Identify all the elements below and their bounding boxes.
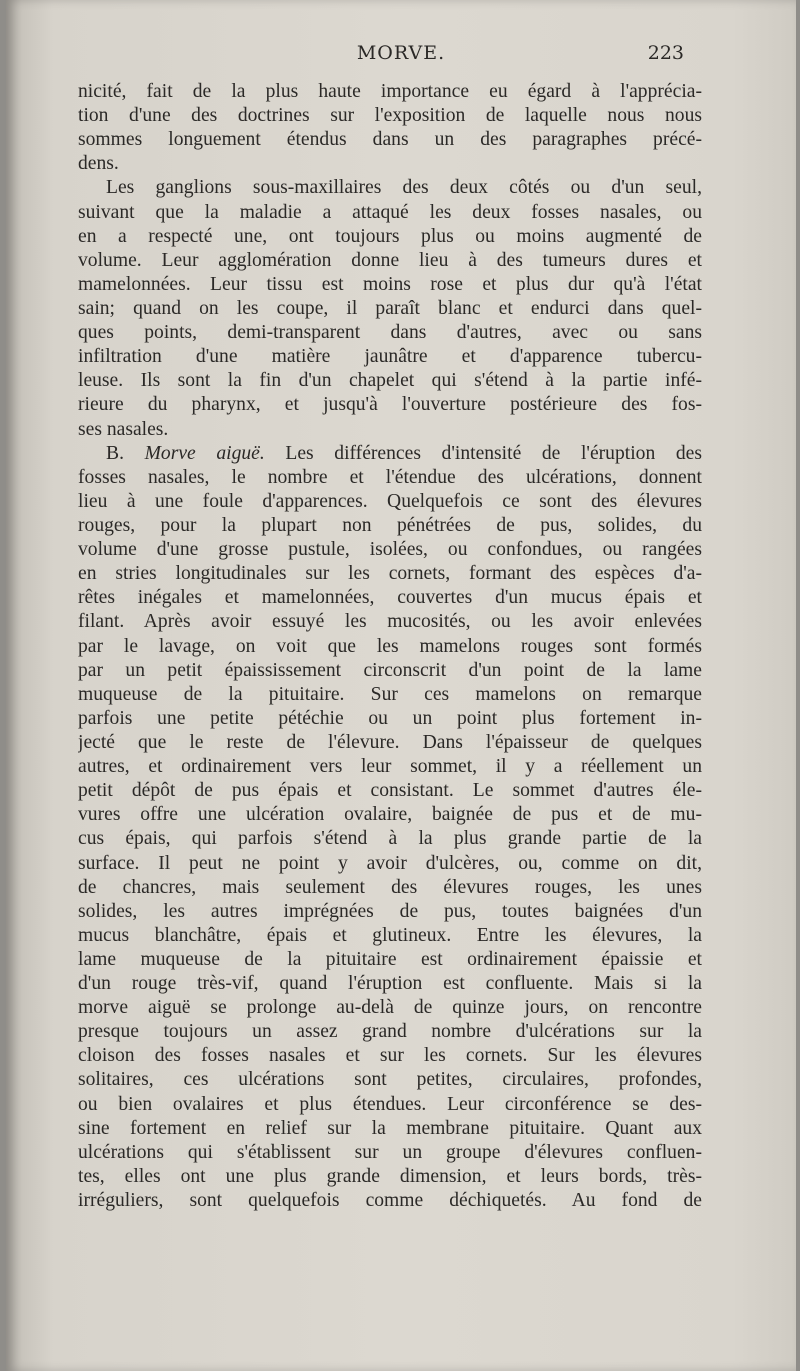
text-line: ques points, demi-transparent dans d'autres, avec ou sans (78, 322, 702, 344)
text-line: lame muqueuse de la pituitaire est ordinairement épaissie et (78, 948, 702, 970)
text-line: filant. Après avoir essuyé les mucosités, ou les avoir enlevées (78, 611, 702, 633)
text-line: en stries longitudinales sur les cornets, formant des espèces d'a- (78, 563, 702, 585)
text-line: morve aiguë se prolonge au-delà de quinze jours, on rencontre (78, 997, 702, 1019)
text-line: rêtes inégales et mamelonnées, couvertes d'un mucus épais et (78, 587, 702, 609)
text-line: volume d'une grosse pustule, isolées, ou confondues, ou rangées (78, 539, 702, 561)
body-text (78, 80, 702, 1213)
text-line: dens. (78, 153, 119, 175)
text-line: par le lavage, on voit que les mamelons rouges sont formés (78, 635, 702, 657)
text-line: par un petit épaississement circonscrit d'un point de la lame (78, 659, 702, 681)
text-line: Les ganglions sous-maxillaires des deux côtés ou d'un seul, (106, 177, 702, 199)
page-number: 223 (647, 42, 684, 64)
text-line: sain; quand on les coupe, il paraît blanc et endurci dans quel- (78, 297, 702, 319)
text-line: autres, et ordinairement vers leur sommet, il y a réellement un (78, 756, 702, 778)
text-line: petit dépôt de pus épais et consistant. Le sommet d'autres éle- (78, 780, 702, 802)
text-line: lieu à une foule d'apparences. Quelquefois ce sont des élevures (78, 490, 702, 512)
text-line: infiltration d'une matière jaunâtre et d'apparence tubercu- (78, 346, 702, 368)
text-line: tion d'une des doctrines sur l'exposition de laquelle nous nous (78, 105, 702, 127)
text-line: presque toujours un assez grand nombre d'ulcérations sur la (78, 1021, 702, 1043)
text-line: volume. Leur agglomération donne lieu à des tumeurs dures et (78, 249, 702, 271)
text-line: rieure du pharynx, et jusqu'à l'ouverture postérieure des fos- (78, 394, 702, 416)
text-line: irréguliers, sont quelquefois comme déchiquetés. Au fond de (78, 1190, 702, 1212)
text-line: vures offre une ulcération ovalaire, baignée de pus et de mu- (78, 804, 702, 826)
text-line: cus épais, qui parfois s'étend à la plus grande partie de la (78, 828, 702, 850)
text-line: en a respecté une, ont toujours plus ou moins augmenté de (78, 225, 702, 247)
text-line: ou bien ovalaires et plus étendues. Leur circonférence se des- (78, 1093, 702, 1115)
text-line: de chancres, mais seulement des élevures rouges, les unes (78, 876, 702, 898)
text-line: surface. Il peut ne point y avoir d'ulcères, ou, comme on dit, (78, 852, 702, 874)
text-line: cloison des fosses nasales et sur les cornets. Sur les élevures (78, 1045, 702, 1067)
text-line: rouges, pour la plupart non pénétrées de pus, solides, du (78, 514, 702, 536)
section-first-line: Les différences d'intensité de l'éruption des (285, 442, 702, 464)
text-line: ulcérations qui s'établissent sur un groupe d'élevures confluen- (78, 1141, 702, 1163)
running-head (6, 42, 796, 72)
text-line: sine fortement en relief sur la membrane pituitaire. Quant aux (78, 1117, 702, 1139)
text-line: d'un rouge très-vif, quand l'éruption est confluente. Mais si la (78, 973, 702, 995)
text-line: fosses nasales, le nombre et l'étendue des ulcérations, donnent (78, 466, 702, 488)
running-title: MORVE. (356, 42, 446, 64)
text-line: suivant que la maladie a attaqué les deux fosses nasales, ou (78, 201, 702, 223)
text-line: solitaires, ces ulcérations sont petites, circulaires, profondes, (78, 1069, 702, 1091)
text-line: tes, elles ont une plus grande dimension, et leurs bords, très- (78, 1165, 702, 1187)
text-line: parfois une petite pétéchie ou un point plus fortement in- (78, 707, 702, 729)
section-title: Morve aiguë. (144, 442, 265, 464)
text-line: mamelonnées. Leur tissu est moins rose et plus dur qu'à l'état (78, 273, 702, 295)
text-line: leuse. Ils sont la fin d'un chapelet qui s'étend à la partie infé- (78, 370, 702, 392)
text-line: solides, les autres imprégnées de pus, toutes baignées d'un (78, 900, 702, 922)
text-line: mucus blanchâtre, épais et glutineux. Entre les élevures, la (78, 924, 702, 946)
text-line: sommes longuement étendus dans un des paragraphes précé- (78, 129, 702, 151)
section-label: B. (106, 442, 124, 464)
section-heading-line (78, 442, 702, 466)
text-line: ses nasales. (78, 418, 169, 440)
book-page (6, 0, 796, 1371)
text-line: muqueuse de la pituitaire. Sur ces mamelons on remarque (78, 683, 702, 705)
text-line: nicité, fait de la plus haute importance eu égard à l'apprécia- (78, 81, 702, 102)
text-line: jecté que le reste de l'élevure. Dans l'épaisseur de quelques (78, 731, 702, 753)
